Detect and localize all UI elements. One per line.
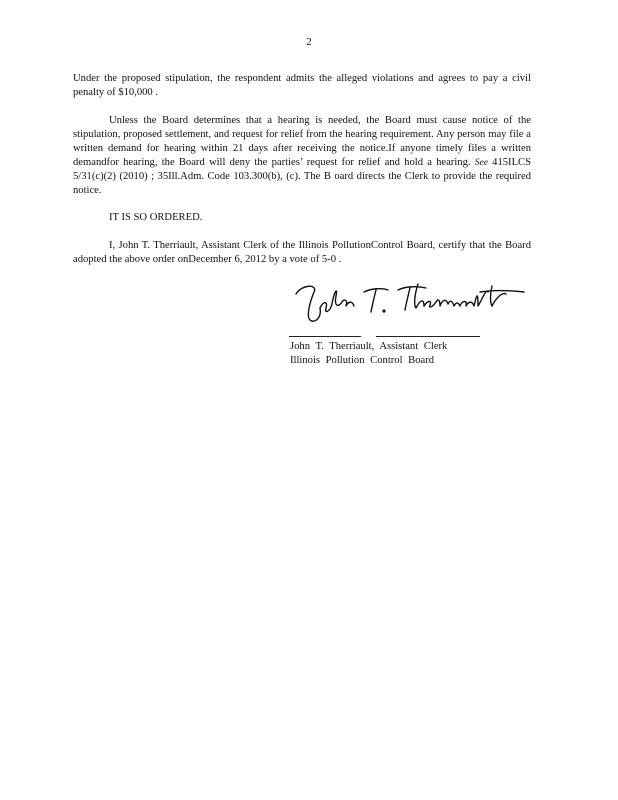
stipulation-paragraph: Under the proposed stipulation, the respondent admits the alleged violations and agrees to pay a civil penalty of $10,000 . xyxy=(73,73,531,98)
hearing-paragraph-citation: 415ILCS 5/31(c)(2) (2010) ; 35Ill.Adm. Code 103.300(b), (c). The B oard directs the Clerk to provide the required notice. xyxy=(73,157,532,196)
hearing-paragraph xyxy=(73,114,531,198)
signatory-name-title: John T. Therriault, Assistant Clerk xyxy=(290,341,448,352)
order-statement: IT IS SO ORDERED. xyxy=(109,212,203,223)
certification-paragraph: I, John T. Therriault, Assistant Clerk of the Illinois PollutionControl Board, certify that the Board adopted the above order onDecember 6, 2012 by a vote of 5-0 . xyxy=(73,240,531,265)
signature-line-left xyxy=(289,336,361,337)
signature-line-right xyxy=(376,336,480,337)
cite-signal: See xyxy=(474,158,488,168)
signatory-organization: Illinois Pollution Control Board xyxy=(290,355,435,366)
hearing-paragraph-text: Unless the Board determines that a hearing is needed, the Board must cause notice of the stipulation, proposed settlement, and request for relief from the hearing requirement. Any person may file a written demand for hearing within 21 days after receiving the notice.If anyone timely files a written demandfor hearing, the Board will deny the parties’ request for relief and hold a hearing. xyxy=(73,115,531,168)
page-number: 2 xyxy=(306,36,312,48)
handwritten-signature xyxy=(292,278,528,328)
